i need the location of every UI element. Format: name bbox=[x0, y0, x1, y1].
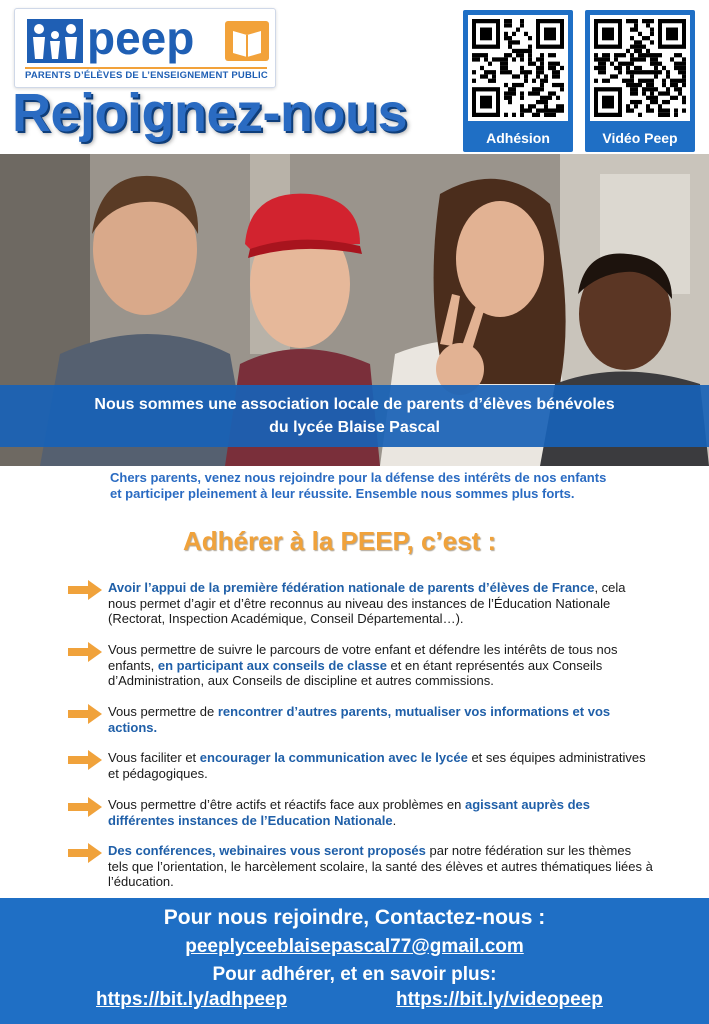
benefit-highlight: en participant aux conseils de classe bbox=[157, 657, 387, 673]
page-headline: Rejoignez-nous bbox=[12, 83, 407, 143]
contact-email-link[interactable]: peeplyceeblaisepascal77@gmail.com bbox=[185, 936, 524, 957]
benefit-text: Vous permettre de bbox=[108, 704, 218, 719]
benefit-text: et ses équipes administratives et pédagogiques. bbox=[108, 750, 646, 781]
arrow-right-icon bbox=[68, 750, 102, 770]
benefit-text: Vous faciliter et bbox=[108, 750, 200, 765]
benefit-item bbox=[108, 750, 653, 781]
benefit-item bbox=[108, 704, 653, 735]
video-link[interactable]: https://bit.ly/videopeep bbox=[396, 989, 603, 1010]
arrow-right-icon bbox=[68, 580, 102, 600]
benefit-text: et en étant représentés aux Conseils d’Administration, aux Conseils de discipline et autres commissions. bbox=[108, 657, 603, 688]
family-figures-icon bbox=[27, 19, 83, 63]
association-caption bbox=[0, 385, 709, 447]
benefit-item bbox=[108, 797, 653, 828]
arrow-right-icon bbox=[68, 797, 102, 817]
qr-card-video[interactable] bbox=[585, 10, 695, 152]
book-icon bbox=[225, 21, 269, 61]
join-heading: Pour adhérer, et en savoir plus: bbox=[212, 964, 497, 985]
logo-wordmark: peep bbox=[87, 12, 195, 64]
benefit-item bbox=[108, 843, 653, 890]
benefit-highlight: rencontrer d’autres parents, mutualiser vos informations et vos actions. bbox=[108, 704, 611, 735]
arrow-right-icon bbox=[68, 843, 102, 863]
benefit-text: par notre fédération sur les thèmes tels que l’orientation, le harcèlement scolaire, la santé des élèves et autres thématiques liées à l’éducation. bbox=[108, 843, 653, 889]
intro-line: et participer pleinement à leur réussite. Ensemble nous sommes plus forts. bbox=[110, 486, 575, 501]
benefit-text: Vous permettre de suivre le parcours de votre enfant et défendre les intérêts de tous nos enfants, bbox=[108, 642, 618, 673]
section-title: Adhérer à la PEEP, c’est : bbox=[183, 526, 497, 556]
logo-subtitle: PARENTS D’ÉLÈVES DE L’ENSEIGNEMENT PUBLIC bbox=[25, 67, 267, 81]
benefit-text: . bbox=[392, 812, 397, 828]
benefit-highlight: agissant auprès des différentes instances de l’Education Nationale bbox=[108, 797, 590, 828]
arrow-right-icon bbox=[68, 642, 102, 662]
intro-line: Chers parents, venez nous rejoindre pour la défense des intérêts de nos enfants bbox=[110, 470, 607, 485]
benefit-highlight: encourager la communication avec le lycée bbox=[199, 750, 468, 765]
qr-label: Adhésion bbox=[486, 130, 550, 146]
benefit-highlight: Avoir l’appui de la première fédération nationale de parents d’élèves de France bbox=[108, 580, 595, 595]
qr-label: Vidéo Peep bbox=[602, 130, 678, 146]
adhesion-link[interactable]: https://bit.ly/adhpeep bbox=[96, 989, 288, 1010]
benefit-item bbox=[108, 642, 653, 689]
contact-footer bbox=[0, 898, 709, 1024]
benefit-text: , cela nous permet d’agir et d’être reconnus au niveau des instances de l’Éducation Nationale (Rectorat, Inspection Académique, Conseil Départemental…). bbox=[108, 580, 626, 626]
arrow-right-icon bbox=[68, 704, 102, 724]
peep-logo bbox=[14, 8, 276, 88]
qr-card-adhesion[interactable] bbox=[463, 10, 573, 152]
qr-code-icon[interactable] bbox=[590, 15, 690, 121]
benefit-highlight: Des conférences, webinaires vous seront proposés bbox=[108, 843, 426, 858]
contact-heading: Pour nous rejoindre, Contactez-nous : bbox=[163, 906, 546, 929]
benefit-item bbox=[108, 580, 653, 627]
benefit-text: Vous permettre d’être actifs et réactifs face aux problèmes en bbox=[108, 797, 465, 812]
caption-line: du lycée Blaise Pascal bbox=[269, 419, 440, 436]
intro-text bbox=[110, 470, 650, 502]
qr-code-icon[interactable] bbox=[468, 15, 568, 121]
caption-line: Nous sommes une association locale de parents d’élèves bénévoles bbox=[94, 396, 615, 413]
